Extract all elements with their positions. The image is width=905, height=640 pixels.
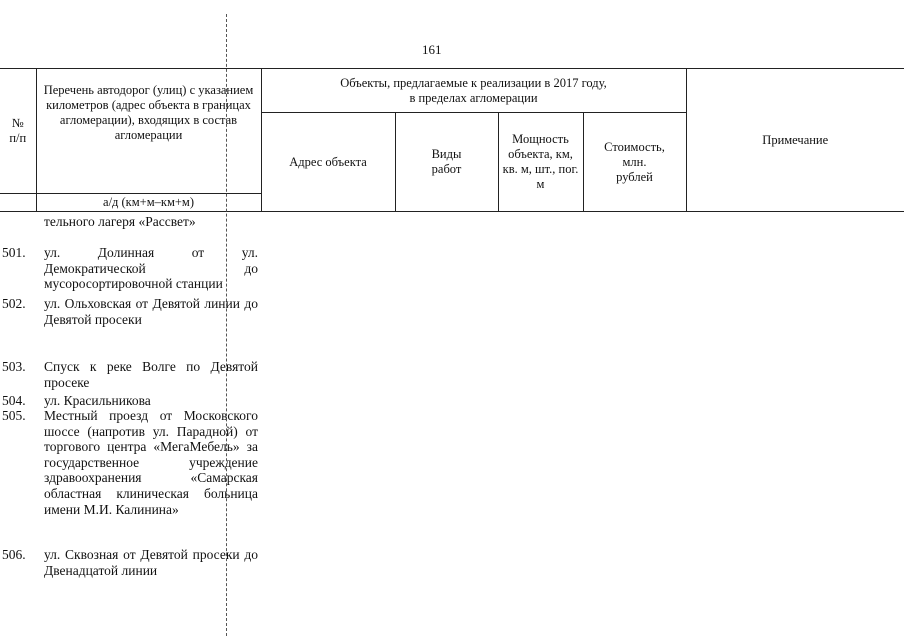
header-col-note: Примечание — [686, 69, 904, 212]
list-item: 505. Местный проезд от Московского шоссе (напротив ул. Парадной) от торгового центра «МегаМебель» за государственное учреждение здравоохранения «Самарская областная клиническая больница имени М.И. Калинина» — [2, 408, 258, 517]
header-col-works: Виды работ — [395, 113, 498, 212]
scan-fold-line — [226, 14, 227, 636]
list-item: 504. ул. Красильникова — [2, 393, 151, 408]
list-item: 506. ул. Сквозная от Девятой просеки до Двенадцатой линии — [2, 547, 258, 578]
list-item: 503. Спуск к реке Волге по Девятой просеке — [2, 359, 258, 390]
list-item: 501. ул. Долинная от ул. Демократической до мусоросортировочной станции — [2, 245, 258, 292]
header-col-roads-sub: а/д (км+м–км+м) — [36, 194, 261, 212]
list-item: тельного лагеря «Рассвет» — [44, 214, 196, 229]
header-col-cost: Стоимость, млн. рублей — [583, 113, 686, 212]
road-list — [0, 214, 262, 581]
header-col-roads: Перечень автодорог (улиц) с указанием километров (адрес объекта в границах агломерации), входящих в состав агломерации — [36, 69, 261, 194]
header-col-capacity: Мощность объекта, км, кв. м, шт., пог. м — [498, 113, 583, 212]
header-col-number: № п/п — [0, 69, 36, 194]
page-number: 161 — [422, 42, 442, 57]
table-header — [0, 68, 904, 212]
list-item: 502. ул. Ольховская от Девятой линии до Девятой просеки — [2, 296, 258, 327]
header-col-address: Адрес объекта — [261, 113, 395, 212]
header-col-objects-group: Объекты, предлагаемые к реализации в 2017 году, в пределах агломерации — [261, 69, 686, 113]
